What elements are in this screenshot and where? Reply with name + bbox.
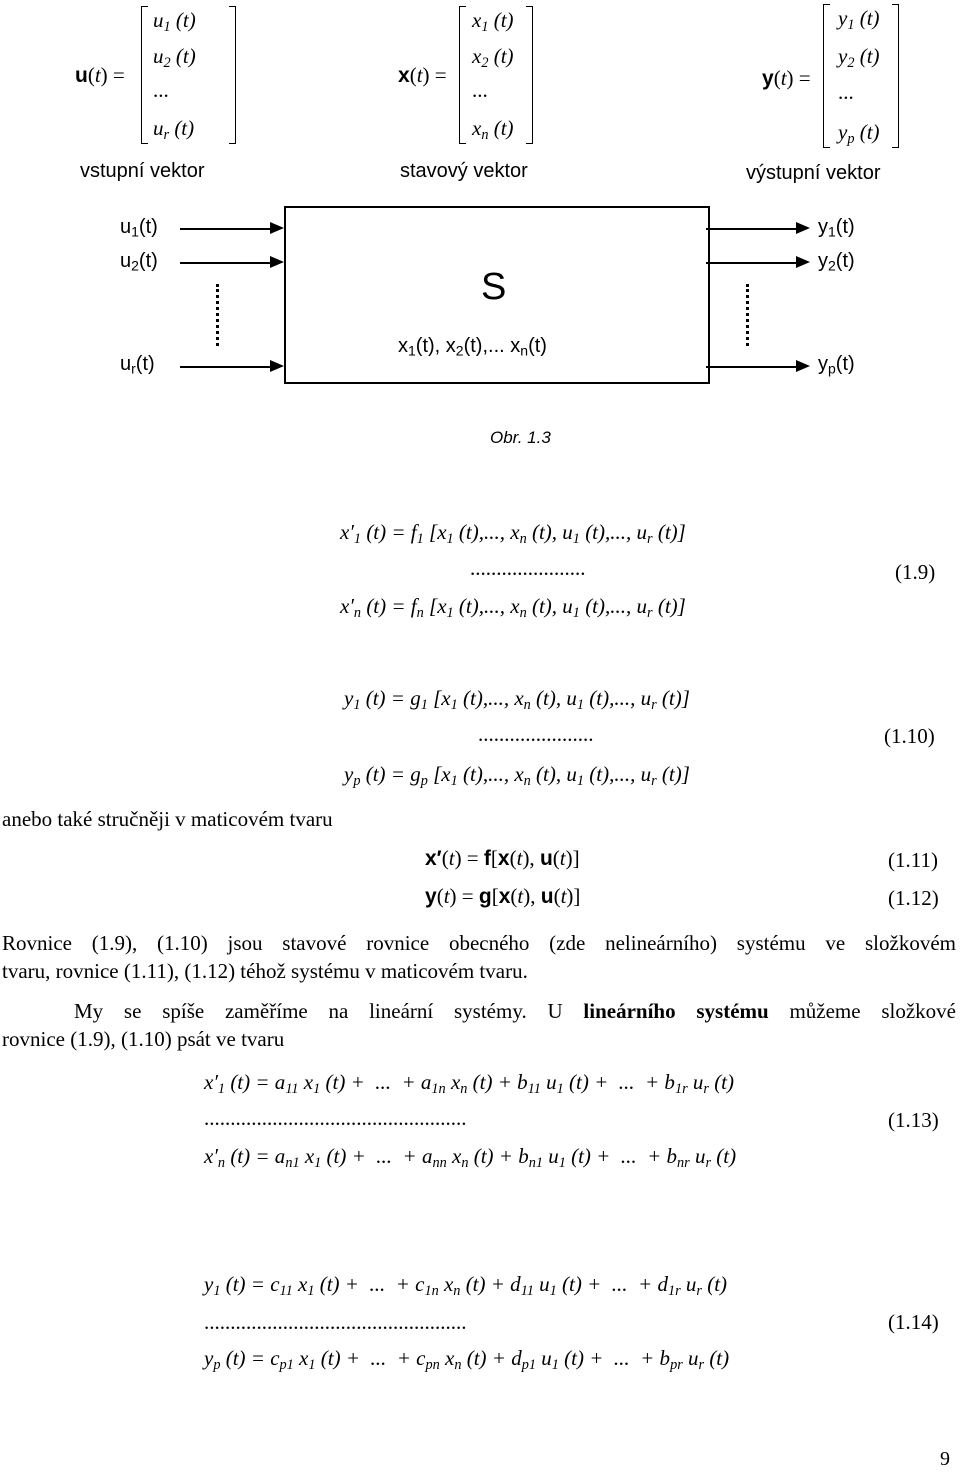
arrow-head-icon <box>796 256 810 268</box>
paragraph-1-line-1: Rovnice (1.9), (1.10) jsou stavové rovnice obecného (zde nelineárního) systému ve složkovém <box>2 931 956 955</box>
paragraph-2-line-2: rovnice (1.9), (1.10) psát ve tvaru <box>2 1027 285 1051</box>
equation-1-14-first: $y_1$ $(t) = c_{11}$ $x_1$ (t) + ... + $c_{1n}$ $x_n$ $(t) + d_{11}$ $u_1$ (t) + ... + $d_{1r}$ $u_r$ (t) <box>204 1272 728 1299</box>
vector-row: $y_1$ (t) <box>838 6 880 33</box>
vector-row: $y_p$ (t) <box>838 120 880 147</box>
equation-1-10-dots: ...................... <box>478 722 594 746</box>
equation-1-9-last: $x'_n$ $(t) = f_n$ [$x_1$ (t),..., $x_n$ (t), $u_1$ (t),..., $u_r$ (t)] <box>340 594 686 621</box>
page-number: 9 <box>940 1448 950 1470</box>
vector-row: ... <box>838 80 854 104</box>
input-vector-caption: vstupní vektor <box>80 160 205 182</box>
equation-1-13-last: $x'_n$ $(t) = a_{n1}$ $x_1$ (t) + ... + $a_{nn}$ $x_n$ $(t) + b_{n1}$ $u_1$ (t) + ... + $b_{nr}$ $u_r$ (t) <box>204 1144 737 1171</box>
equation-1-14-last: $y_p$ $(t) = c_{p1}$ $x_1$ (t) + ... + $c_{pn}$ $x_n$ $(t) + d_{p1}$ $u_1$ (t) + ... + $b_{pr}$ $u_r$ (t) <box>204 1346 730 1373</box>
output-arrow <box>706 262 798 264</box>
input-signal-label: ur(t) <box>120 353 155 377</box>
output-arrow <box>706 228 798 230</box>
input-ellipsis-dots <box>216 284 219 346</box>
input-signal-label: u2(t) <box>120 250 158 274</box>
output-signal-label: y2(t) <box>818 250 855 274</box>
paragraph-1-line-2: tvaru, rovnice (1.11), (1.12) téhož systému v maticovém tvaru. <box>2 959 528 983</box>
arrow-head-icon <box>796 222 810 234</box>
vector-row: ... <box>472 78 488 102</box>
equation-number: (1.9) <box>895 560 936 584</box>
vector-row: $x_n$ (t) <box>472 116 514 143</box>
vector-row: $u_2$ (t) <box>153 44 196 71</box>
state-vector-symbol: x(t) = <box>398 63 447 87</box>
vector-row: $x_1$ (t) <box>472 8 514 35</box>
matrix-form-intro: anebo také stručněji v maticovém tvaru <box>2 807 333 831</box>
output-vector-symbol: y(t) = <box>762 66 811 90</box>
state-variables-label: x1(t), x2(t),... xn(t) <box>398 335 547 359</box>
input-arrow <box>180 228 272 230</box>
vector-row: $x_2$ (t) <box>472 44 514 71</box>
equation-number: (1.10) <box>884 724 935 748</box>
input-arrow <box>180 366 272 368</box>
input-vector-symbol: u(t) = <box>75 63 125 87</box>
equation-1-13-first: $x'_1$ $(t) = a_{11}$ $x_1$ (t) + ... + $a_{1n}$ $x_n$ $(t) + b_{11}$ $u_1$ (t) + ... + $b_{1r}$ $u_r$ (t) <box>204 1070 735 1097</box>
equation-1-14-dots: .................................................. <box>204 1310 467 1334</box>
system-label: S <box>481 266 507 308</box>
vector-row: $u_1$ (t) <box>153 8 196 35</box>
arrow-head-icon <box>270 360 284 372</box>
input-signal-label: u1(t) <box>120 216 158 240</box>
figure-caption: Obr. 1.3 <box>490 428 551 447</box>
output-arrow <box>706 366 798 368</box>
arrow-head-icon <box>796 360 810 372</box>
paragraph-2-line-1: My se spíše zaměříme na lineární systémy. U lineárního systému můžeme složkové <box>74 999 956 1023</box>
state-vector-caption: stavový vektor <box>400 160 528 182</box>
equation-1-13-dots: .................................................. <box>204 1106 467 1130</box>
output-vector-caption: výstupní vektor <box>746 162 881 184</box>
equation-1-10-last: $y_p$ $(t) = g_p$ [$x_1$ (t),..., $x_n$ (t), $u_1$ (t),..., $u_r$ (t)] <box>344 762 690 789</box>
equation-1-9-dots: ...................... <box>470 556 586 580</box>
arrow-head-icon <box>270 256 284 268</box>
output-signal-label: yp(t) <box>818 353 855 377</box>
output-signal-label: y1(t) <box>818 216 855 240</box>
equation-1-9-first: $x'_1$ $(t) = f_1$ [$x_1$ (t),..., $x_n$ (t), $u_1$ (t),..., $u_r$ (t)] <box>340 520 686 547</box>
equation-1-10-first: $y_1$ $(t) = g_1$ [$x_1$ (t),..., $x_n$ (t), $u_1$ (t),..., $u_r$ (t)] <box>344 686 690 713</box>
vector-row: $y_2$ (t) <box>838 44 880 71</box>
output-vector-definition <box>762 4 902 150</box>
vector-row: $u_r$ (t) <box>153 116 195 143</box>
equation-1-11: x′(t) = f[x(t), u(t)] <box>425 846 580 870</box>
state-vector-definition <box>398 6 538 146</box>
equation-1-12: y(t) = g[x(t), u(t)] <box>425 884 581 908</box>
input-arrow <box>180 262 272 264</box>
equation-number: (1.14) <box>888 1310 939 1334</box>
input-vector-definition <box>75 6 235 146</box>
output-ellipsis-dots <box>746 284 749 346</box>
arrow-head-icon <box>270 222 284 234</box>
equation-number: (1.12) <box>888 886 939 910</box>
equation-number: (1.11) <box>888 848 938 872</box>
vector-row: ... <box>153 78 169 102</box>
equation-number: (1.13) <box>888 1108 939 1132</box>
